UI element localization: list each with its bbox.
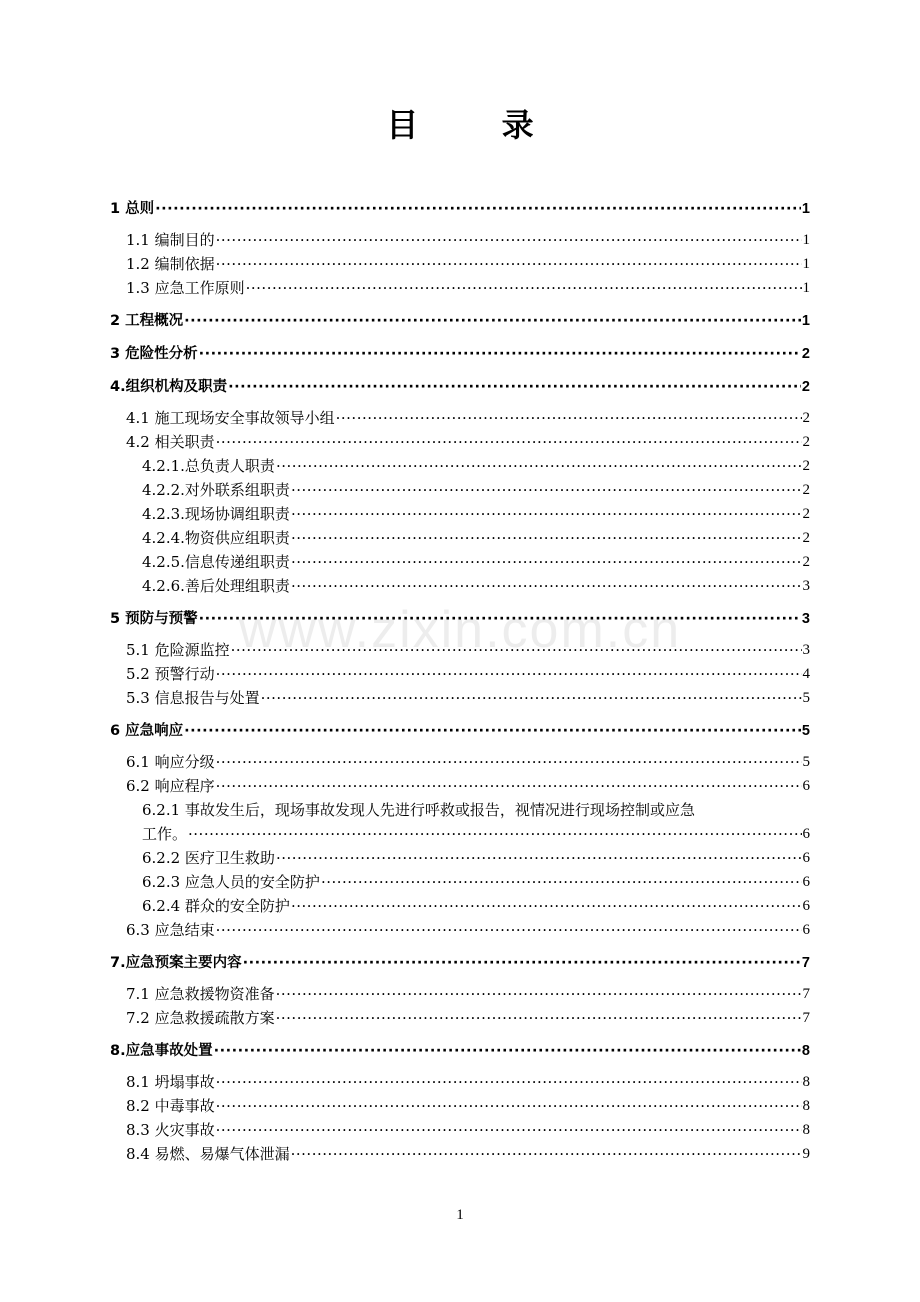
table-of-contents bbox=[110, 188, 810, 1166]
toc-entry-1[interactable] bbox=[110, 197, 810, 221]
dot-leader bbox=[261, 686, 802, 710]
dot-leader bbox=[216, 662, 802, 686]
toc-page-number: 7 bbox=[801, 955, 810, 971]
toc-page-number: 7 bbox=[802, 1010, 810, 1026]
toc-entry-2[interactable] bbox=[110, 309, 810, 333]
toc-entry-6[interactable] bbox=[110, 719, 810, 743]
toc-page-number: 6 bbox=[802, 898, 810, 914]
toc-page-number: 1 bbox=[802, 232, 810, 248]
toc-entry-label: 1.3 应急工作原则 bbox=[126, 279, 245, 297]
toc-entry-label: 6.2 响应程序 bbox=[126, 777, 215, 795]
toc-entry-4[interactable] bbox=[110, 375, 810, 399]
dot-leader bbox=[336, 406, 802, 430]
toc-entry-label: 4.2.4.物资供应组职责 bbox=[142, 529, 290, 547]
toc-entry-6-2-2[interactable] bbox=[110, 846, 810, 870]
toc-entry-label: 8.应急事故处置 bbox=[110, 1043, 213, 1059]
toc-entry-4-2-4[interactable] bbox=[110, 526, 810, 550]
toc-entry-label: 4.1 施工现场安全事故领导小组 bbox=[126, 409, 335, 427]
toc-entry-4-2-3[interactable] bbox=[110, 502, 810, 526]
toc-entry-label: 4.2.3.现场协调组职责 bbox=[142, 505, 290, 523]
toc-page-number: 2 bbox=[802, 554, 810, 570]
toc-entry-label: 6.2.4 群众的安全防护 bbox=[142, 897, 290, 915]
dot-leader bbox=[276, 454, 802, 478]
toc-entry-8-2[interactable] bbox=[110, 1094, 810, 1118]
dot-leader bbox=[216, 430, 802, 454]
dot-leader bbox=[216, 918, 802, 942]
toc-entry-8[interactable] bbox=[110, 1039, 810, 1063]
dot-leader bbox=[214, 1039, 801, 1063]
toc-entry-6-2-3[interactable] bbox=[110, 870, 810, 894]
toc-page-number: 8 bbox=[802, 1074, 810, 1090]
toc-entry-label: 8.1 坍塌事故 bbox=[126, 1073, 215, 1091]
toc-page-number: 2 bbox=[802, 506, 810, 522]
toc-entry-label: 6.1 响应分级 bbox=[126, 753, 215, 771]
toc-page-number: 1 bbox=[802, 280, 810, 296]
toc-entry-label: 4.2.6.善后处理组职责 bbox=[142, 577, 290, 595]
dot-leader bbox=[291, 502, 802, 526]
toc-entry-label: 5.3 信息报告与处置 bbox=[126, 689, 260, 707]
toc-entry-4-2-5[interactable] bbox=[110, 550, 810, 574]
dot-leader bbox=[276, 1006, 802, 1030]
toc-entry-label: 6 应急响应 bbox=[110, 723, 184, 739]
dot-leader bbox=[291, 550, 802, 574]
dot-leader bbox=[276, 846, 802, 870]
dot-leader bbox=[216, 1070, 802, 1094]
toc-page-number: 5 bbox=[802, 690, 810, 706]
toc-page-number: 9 bbox=[802, 1146, 810, 1162]
toc-entry-label: 8.3 火灾事故 bbox=[126, 1121, 215, 1139]
toc-page-number: 8 bbox=[801, 1043, 810, 1059]
dot-leader bbox=[291, 526, 802, 550]
toc-page-number: 8 bbox=[802, 1122, 810, 1138]
toc-page-number: 6 bbox=[802, 922, 810, 938]
dot-leader bbox=[291, 478, 802, 502]
toc-entry-6-2-1[interactable] bbox=[110, 798, 810, 846]
toc-entry-label: 1 总则 bbox=[110, 201, 155, 217]
toc-page-number: 6 bbox=[802, 850, 810, 866]
dot-leader bbox=[184, 309, 801, 333]
toc-page-number: 2 bbox=[802, 458, 810, 474]
dot-leader bbox=[291, 1142, 802, 1166]
toc-entry-label: 8.4 易燃、易爆气体泄漏 bbox=[126, 1145, 290, 1163]
toc-page-number: 6 bbox=[802, 874, 810, 890]
page-title: 目 录 bbox=[386, 106, 570, 144]
dot-leader bbox=[216, 228, 802, 252]
toc-entry-label: 6.2.2 医疗卫生救助 bbox=[142, 849, 275, 867]
toc-entry-7[interactable] bbox=[110, 951, 810, 975]
toc-page-number: 2 bbox=[802, 410, 810, 426]
toc-entry-4-1[interactable] bbox=[110, 406, 810, 430]
toc-page-number: 2 bbox=[802, 434, 810, 450]
toc-page-number: 3 bbox=[802, 578, 810, 594]
toc-entry-label: 5.2 预警行动 bbox=[126, 665, 215, 683]
toc-entry-label: 4.2.2.对外联系组职责 bbox=[142, 481, 290, 499]
toc-entry-7-2[interactable] bbox=[110, 1006, 810, 1030]
toc-entry-4-2-2[interactable] bbox=[110, 478, 810, 502]
toc-page-number: 5 bbox=[801, 723, 810, 739]
toc-entry-6-3[interactable] bbox=[110, 918, 810, 942]
dot-leader bbox=[231, 638, 802, 662]
toc-entry-label: 4.组织机构及职责 bbox=[110, 379, 228, 395]
toc-page-number: 1 bbox=[801, 201, 810, 217]
toc-page-number: 2 bbox=[801, 346, 810, 362]
toc-entry-6-2[interactable] bbox=[110, 774, 810, 798]
toc-page-number: 1 bbox=[801, 313, 810, 329]
toc-page-number: 6 bbox=[802, 826, 810, 842]
dot-leader bbox=[291, 894, 802, 918]
toc-entry-6-1[interactable] bbox=[110, 750, 810, 774]
dot-leader bbox=[216, 1094, 802, 1118]
watermark: www.zixin.com.cn bbox=[238, 601, 682, 659]
toc-entry-label: 8.2 中毒事故 bbox=[126, 1097, 215, 1115]
toc-entry-6-2-4[interactable] bbox=[110, 894, 810, 918]
dot-leader bbox=[155, 197, 801, 221]
toc-page-number: 2 bbox=[801, 379, 810, 395]
toc-entry-1-3[interactable] bbox=[110, 276, 810, 300]
dot-leader bbox=[216, 252, 802, 276]
toc-entry-label: 6.3 应急结束 bbox=[126, 921, 215, 939]
toc-entry-5-3[interactable] bbox=[110, 686, 810, 710]
toc-page-number: 8 bbox=[802, 1098, 810, 1114]
toc-page-number: 7 bbox=[802, 986, 810, 1002]
toc-entry-label: 1.1 编制目的 bbox=[126, 231, 215, 249]
toc-page-number: 1 bbox=[802, 256, 810, 272]
toc-entry-label-line2: 工作。 bbox=[142, 825, 188, 843]
toc-entry-label-line1: 6.2.1 事故发生后，现场事故发现人先进行呼救或报告，视情况进行现场控制或应急 bbox=[142, 801, 695, 819]
dot-leader bbox=[246, 276, 802, 300]
toc-entry-5-2[interactable] bbox=[110, 662, 810, 686]
toc-entry-1-2[interactable] bbox=[110, 252, 810, 276]
toc-entry-label: 2 工程概况 bbox=[110, 313, 184, 329]
toc-entry-label: 4.2.5.信息传递组职责 bbox=[142, 553, 290, 571]
toc-entry-label: 6.2.3 应急人员的安全防护 bbox=[142, 873, 320, 891]
toc-entry-4-2-6[interactable] bbox=[110, 574, 810, 598]
toc-entry-8-1[interactable] bbox=[110, 1070, 810, 1094]
toc-entry-1-1[interactable] bbox=[110, 228, 810, 252]
toc-entry-label: 7.2 应急救援疏散方案 bbox=[126, 1009, 275, 1027]
toc-entry-8-3[interactable] bbox=[110, 1118, 810, 1142]
dot-leader bbox=[216, 774, 802, 798]
toc-entry-label: 5.1 危险源监控 bbox=[126, 641, 230, 659]
toc-page-number: 2 bbox=[802, 530, 810, 546]
toc-page-number: 4 bbox=[802, 666, 810, 682]
toc-page-number: 3 bbox=[801, 611, 810, 627]
toc-entry-label: 1.2 编制依据 bbox=[126, 255, 215, 273]
dot-leader bbox=[184, 719, 801, 743]
toc-entry-label: 4.2 相关职责 bbox=[126, 433, 215, 451]
dot-leader bbox=[243, 951, 801, 975]
dot-leader bbox=[228, 375, 801, 399]
dot-leader bbox=[216, 750, 802, 774]
toc-entry-label: 3 危险性分析 bbox=[110, 346, 198, 362]
dot-leader bbox=[321, 870, 802, 894]
page-number: 1 bbox=[456, 1207, 464, 1223]
dot-leader bbox=[216, 1118, 802, 1142]
toc-page-number: 5 bbox=[802, 754, 810, 770]
toc-entry-7-1[interactable] bbox=[110, 982, 810, 1006]
toc-entry-label: 4.2.1.总负责人职责 bbox=[142, 457, 275, 475]
dot-leader bbox=[291, 574, 802, 598]
dot-leader bbox=[199, 607, 801, 631]
toc-entry-label: 7.应急预案主要内容 bbox=[110, 955, 242, 971]
toc-page-number: 3 bbox=[802, 642, 810, 658]
toc-entry-4-2-1[interactable] bbox=[110, 454, 810, 478]
toc-entry-5[interactable] bbox=[110, 607, 810, 631]
dot-leader bbox=[188, 822, 801, 846]
toc-entry-4-2[interactable] bbox=[110, 430, 810, 454]
toc-entry-5-1[interactable] bbox=[110, 638, 810, 662]
toc-entry-label: 7.1 应急救援物资准备 bbox=[126, 985, 275, 1003]
toc-entry-8-4[interactable] bbox=[110, 1142, 810, 1166]
toc-page-number: 6 bbox=[802, 778, 810, 794]
dot-leader bbox=[199, 342, 801, 366]
toc-entry-label: 5 预防与预警 bbox=[110, 611, 198, 627]
dot-leader bbox=[276, 982, 802, 1006]
toc-entry-3[interactable] bbox=[110, 342, 810, 366]
toc-page-number: 2 bbox=[802, 482, 810, 498]
